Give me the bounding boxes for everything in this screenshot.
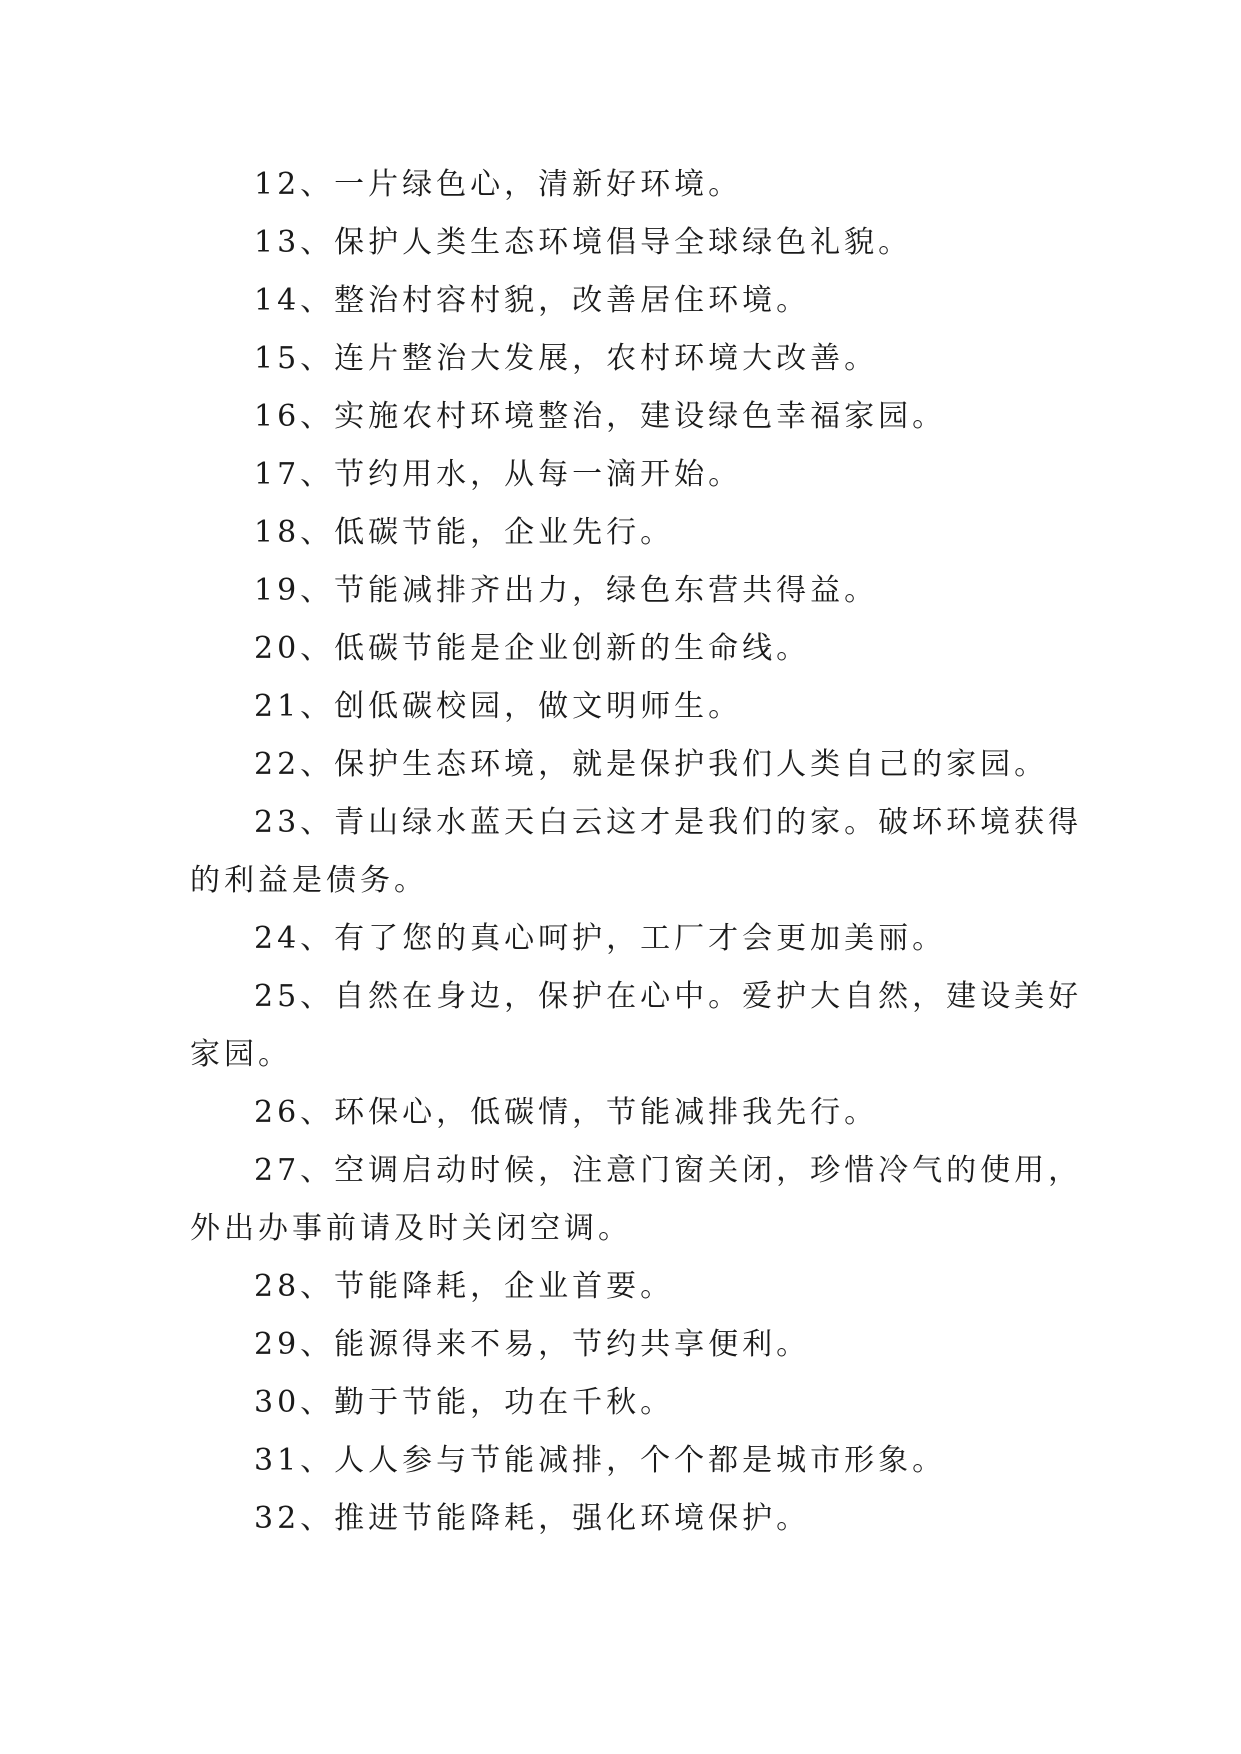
slogan-30: 30、勤于节能，功在千秋。 (254, 1385, 675, 1420)
slogan-13: 13、保护人类生态环境倡导全球绿色礼貌。 (254, 225, 913, 260)
slogan-20: 20、低碳节能是企业创新的生命线。 (254, 631, 811, 666)
slogan-12: 12、一片绿色心，清新好环境。 (254, 167, 743, 202)
slogan-25: 25、自然在身边，保护在心中。爱护大自然，建设美好家园。 (190, 979, 1083, 1072)
slogan-28: 28、节能降耗，企业首要。 (254, 1269, 675, 1304)
document-body (190, 156, 1090, 1548)
slogan-22: 22、保护生态环境，就是保护我们人类自己的家园。 (254, 747, 1049, 782)
slogan-15: 15、连片整治大发展，农村环境大改善。 (254, 341, 879, 376)
slogan-19: 19、节能减排齐出力，绿色东营共得益。 (254, 573, 879, 608)
slogan-24: 24、有了您的真心呵护，工厂才会更加美丽。 (254, 921, 947, 956)
slogan-16: 16、实施农村环境整治，建设绿色幸福家园。 (254, 399, 947, 434)
slogan-31: 31、人人参与节能减排，个个都是城市形象。 (254, 1443, 947, 1478)
slogan-14: 14、整治村容村貌，改善居住环境。 (254, 283, 811, 318)
slogan-21: 21、创低碳校园，做文明师生。 (254, 689, 743, 724)
slogan-26: 26、环保心，低碳情，节能减排我先行。 (254, 1095, 879, 1130)
slogan-27: 27、空调启动时候，注意门窗关闭，珍惜冷气的使用，外出办事前请及时关闭空调。 (190, 1153, 1083, 1246)
slogan-32: 32、推进节能降耗，强化环境保护。 (254, 1501, 811, 1536)
slogan-29: 29、能源得来不易，节约共享便利。 (254, 1327, 811, 1362)
slogan-18: 18、低碳节能，企业先行。 (254, 515, 675, 550)
slogan-23: 23、青山绿水蓝天白云这才是我们的家。破坏环境获得的利益是债务。 (190, 805, 1083, 898)
slogan-17: 17、节约用水，从每一滴开始。 (254, 457, 743, 492)
